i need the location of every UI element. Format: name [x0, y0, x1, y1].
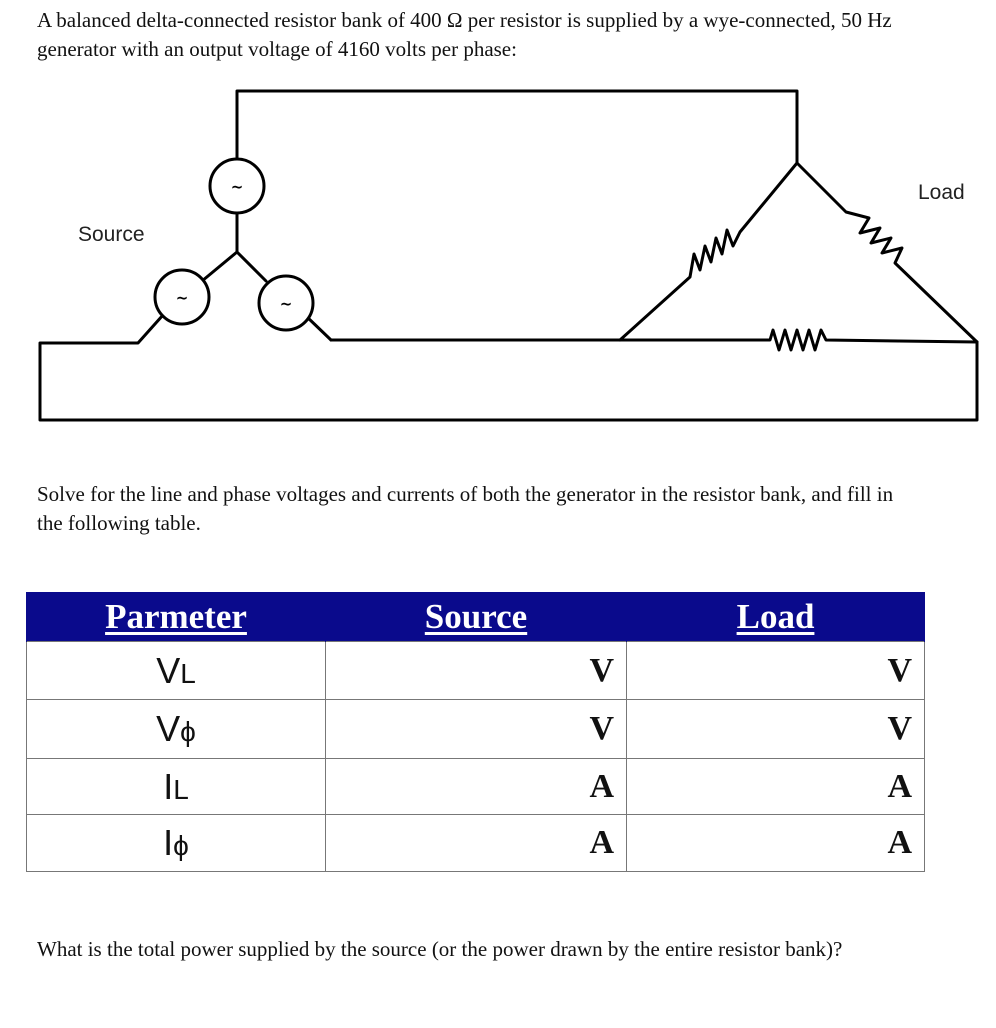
header-parameter: Parmeter [27, 592, 326, 642]
load-label: Load [918, 181, 965, 204]
source-value-cell[interactable]: A [326, 815, 627, 872]
source-value-cell[interactable]: V [326, 700, 627, 759]
param-cell: Vϕ [27, 700, 326, 759]
question-text: What is the total power supplied by the source (or the power drawn by the entire resistor bank)? [37, 937, 843, 961]
problem-statement: A balanced delta-connected resistor bank of 400 Ω per resistor is supplied by a wye-connected, 50 Hz generator with an output voltage of 4160 volts per phase: [37, 8, 892, 61]
generator-a-symbol: ~ [230, 178, 244, 196]
generator-c-symbol: ~ [279, 295, 293, 313]
wire-gen-c-delta [306, 316, 331, 340]
generator-b-symbol: ~ [175, 289, 189, 307]
table-header-row [27, 592, 925, 642]
wire-neutral-gen-b [202, 252, 237, 281]
source-label: Source [78, 223, 145, 246]
wire-top [237, 91, 797, 163]
load-value-cell[interactable]: A [627, 815, 925, 872]
header-source: Source [326, 592, 627, 642]
resistor-left [620, 163, 797, 340]
param-cell: VL [27, 642, 326, 700]
results-table [26, 592, 925, 872]
source-value-cell[interactable]: V [326, 642, 627, 700]
load-value-cell[interactable]: A [627, 759, 925, 815]
header-load: Load [627, 592, 925, 642]
resistor-bottom [620, 330, 977, 350]
load-value-cell[interactable]: V [627, 642, 925, 700]
source-value-cell[interactable]: A [326, 759, 627, 815]
wire-gen-b-return [40, 315, 977, 420]
instruction-text: Solve for the line and phase voltages and currents of both the generator in the resistor bank, and fill in the following table. [37, 482, 894, 535]
table-row [27, 815, 925, 872]
circuit-diagram [0, 80, 996, 430]
wire-neutral-gen-c [237, 252, 266, 281]
param-cell: Iϕ [27, 815, 326, 872]
table-row [27, 759, 925, 815]
table-row [27, 700, 925, 759]
param-cell: IL [27, 759, 326, 815]
table-row [27, 642, 925, 700]
load-value-cell[interactable]: V [627, 700, 925, 759]
